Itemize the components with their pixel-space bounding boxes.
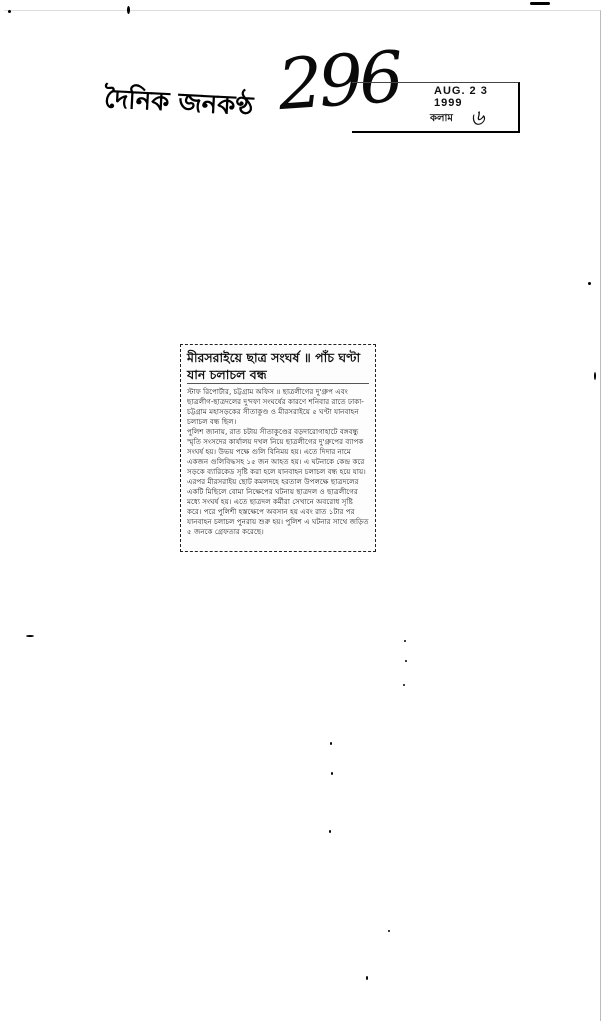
news-clipping [180,344,376,552]
date-stamp [352,82,520,133]
scan-speck [594,372,596,380]
scan-speck [388,930,390,932]
clipping-body [187,387,369,537]
scan-speck [127,6,130,14]
scan-speck [8,10,11,13]
handwritten-archive-number: 296 [275,35,403,127]
stamp-date: AUG. 2 3 1999 [434,85,488,109]
scan-speck [366,976,368,980]
clipping-paragraph: স্টাফ রিপোর্টার, চট্টগ্রাম অফিস ॥ ছাত্রলীগের দু'গ্রুপ এবং ছাত্রলীগ-ছাত্রদলের দু'দফা সংঘর্ষের কারণে শনিবার রাতে ঢাকা-চট্টগ্রাম মহাসড়কের সীতাকুণ্ড ও মীরসরাইয়ে ৫ ঘণ্টা যানবাহন চলাচল বন্ধ ছিল। [187,387,364,426]
stamp-page-label: কলাম [430,113,453,124]
scan-speck [329,830,331,833]
clipping-headline: মীরসরাইয়ে ছাত্র সংঘর্ষ ॥ পাঁচ ঘণ্টা যান চলাচল বন্ধ [187,349,369,384]
scan-speck [588,282,591,285]
scan-speck [403,684,405,686]
scan-speck [530,2,550,5]
stamp-page-value: ৬ [470,106,485,131]
scan-speck [331,772,333,775]
newspaper-masthead: দৈনিক জনকণ্ঠ [103,84,255,122]
scan-speck [330,742,332,745]
scan-speck [405,660,407,662]
scan-speck [404,640,406,642]
scan-speck [26,635,34,637]
clipping-paragraph: পুলিশ জানায়, রাত চটায় সীতাকুণ্ডের বড়দারোগাহাটে বঙ্গবন্ধু স্মৃতি সংসদের কার্যালয় দখল নিয়ে ছাত্রলীগের দু'গ্রুপের ব্যাপক সংঘর্ষ হয়। উভয় পক্ষে গুলি বিনিময় হয়। এতে দিদার নামে একজন গুলিবিদ্ধসহ ১৫ জন আহত হয়। এ ঘটনাকে কেন্দ্র করে সড়কে ব্যারিকেড সৃষ্টি করা হলে যানবাহন চলাচল বন্ধ হয়ে যায়। এরপর মীরসরাইয় ছোট কমলদহে হরতাল উপলক্ষে ছাত্রদলের একটি মিছিলে বোমা নিক্ষেপের ঘটনায় ছাত্রদল ও ছাত্রলীগের মধ্যে সংঘর্ষ হয়। এতে ছাত্রদল কর্মীরা সেখানে অবরোধ সৃষ্টি করে। পরে পুলিশী হস্তক্ষেপে অবসান হয় এবং রাত ১টার পর যানবাহন চলাচল পুনরায় শুরু হয়। পুলিশ এ ঘটনার সাথে জড়িত ৫ জনকে গ্রেফতার করেছে। [187,427,369,536]
